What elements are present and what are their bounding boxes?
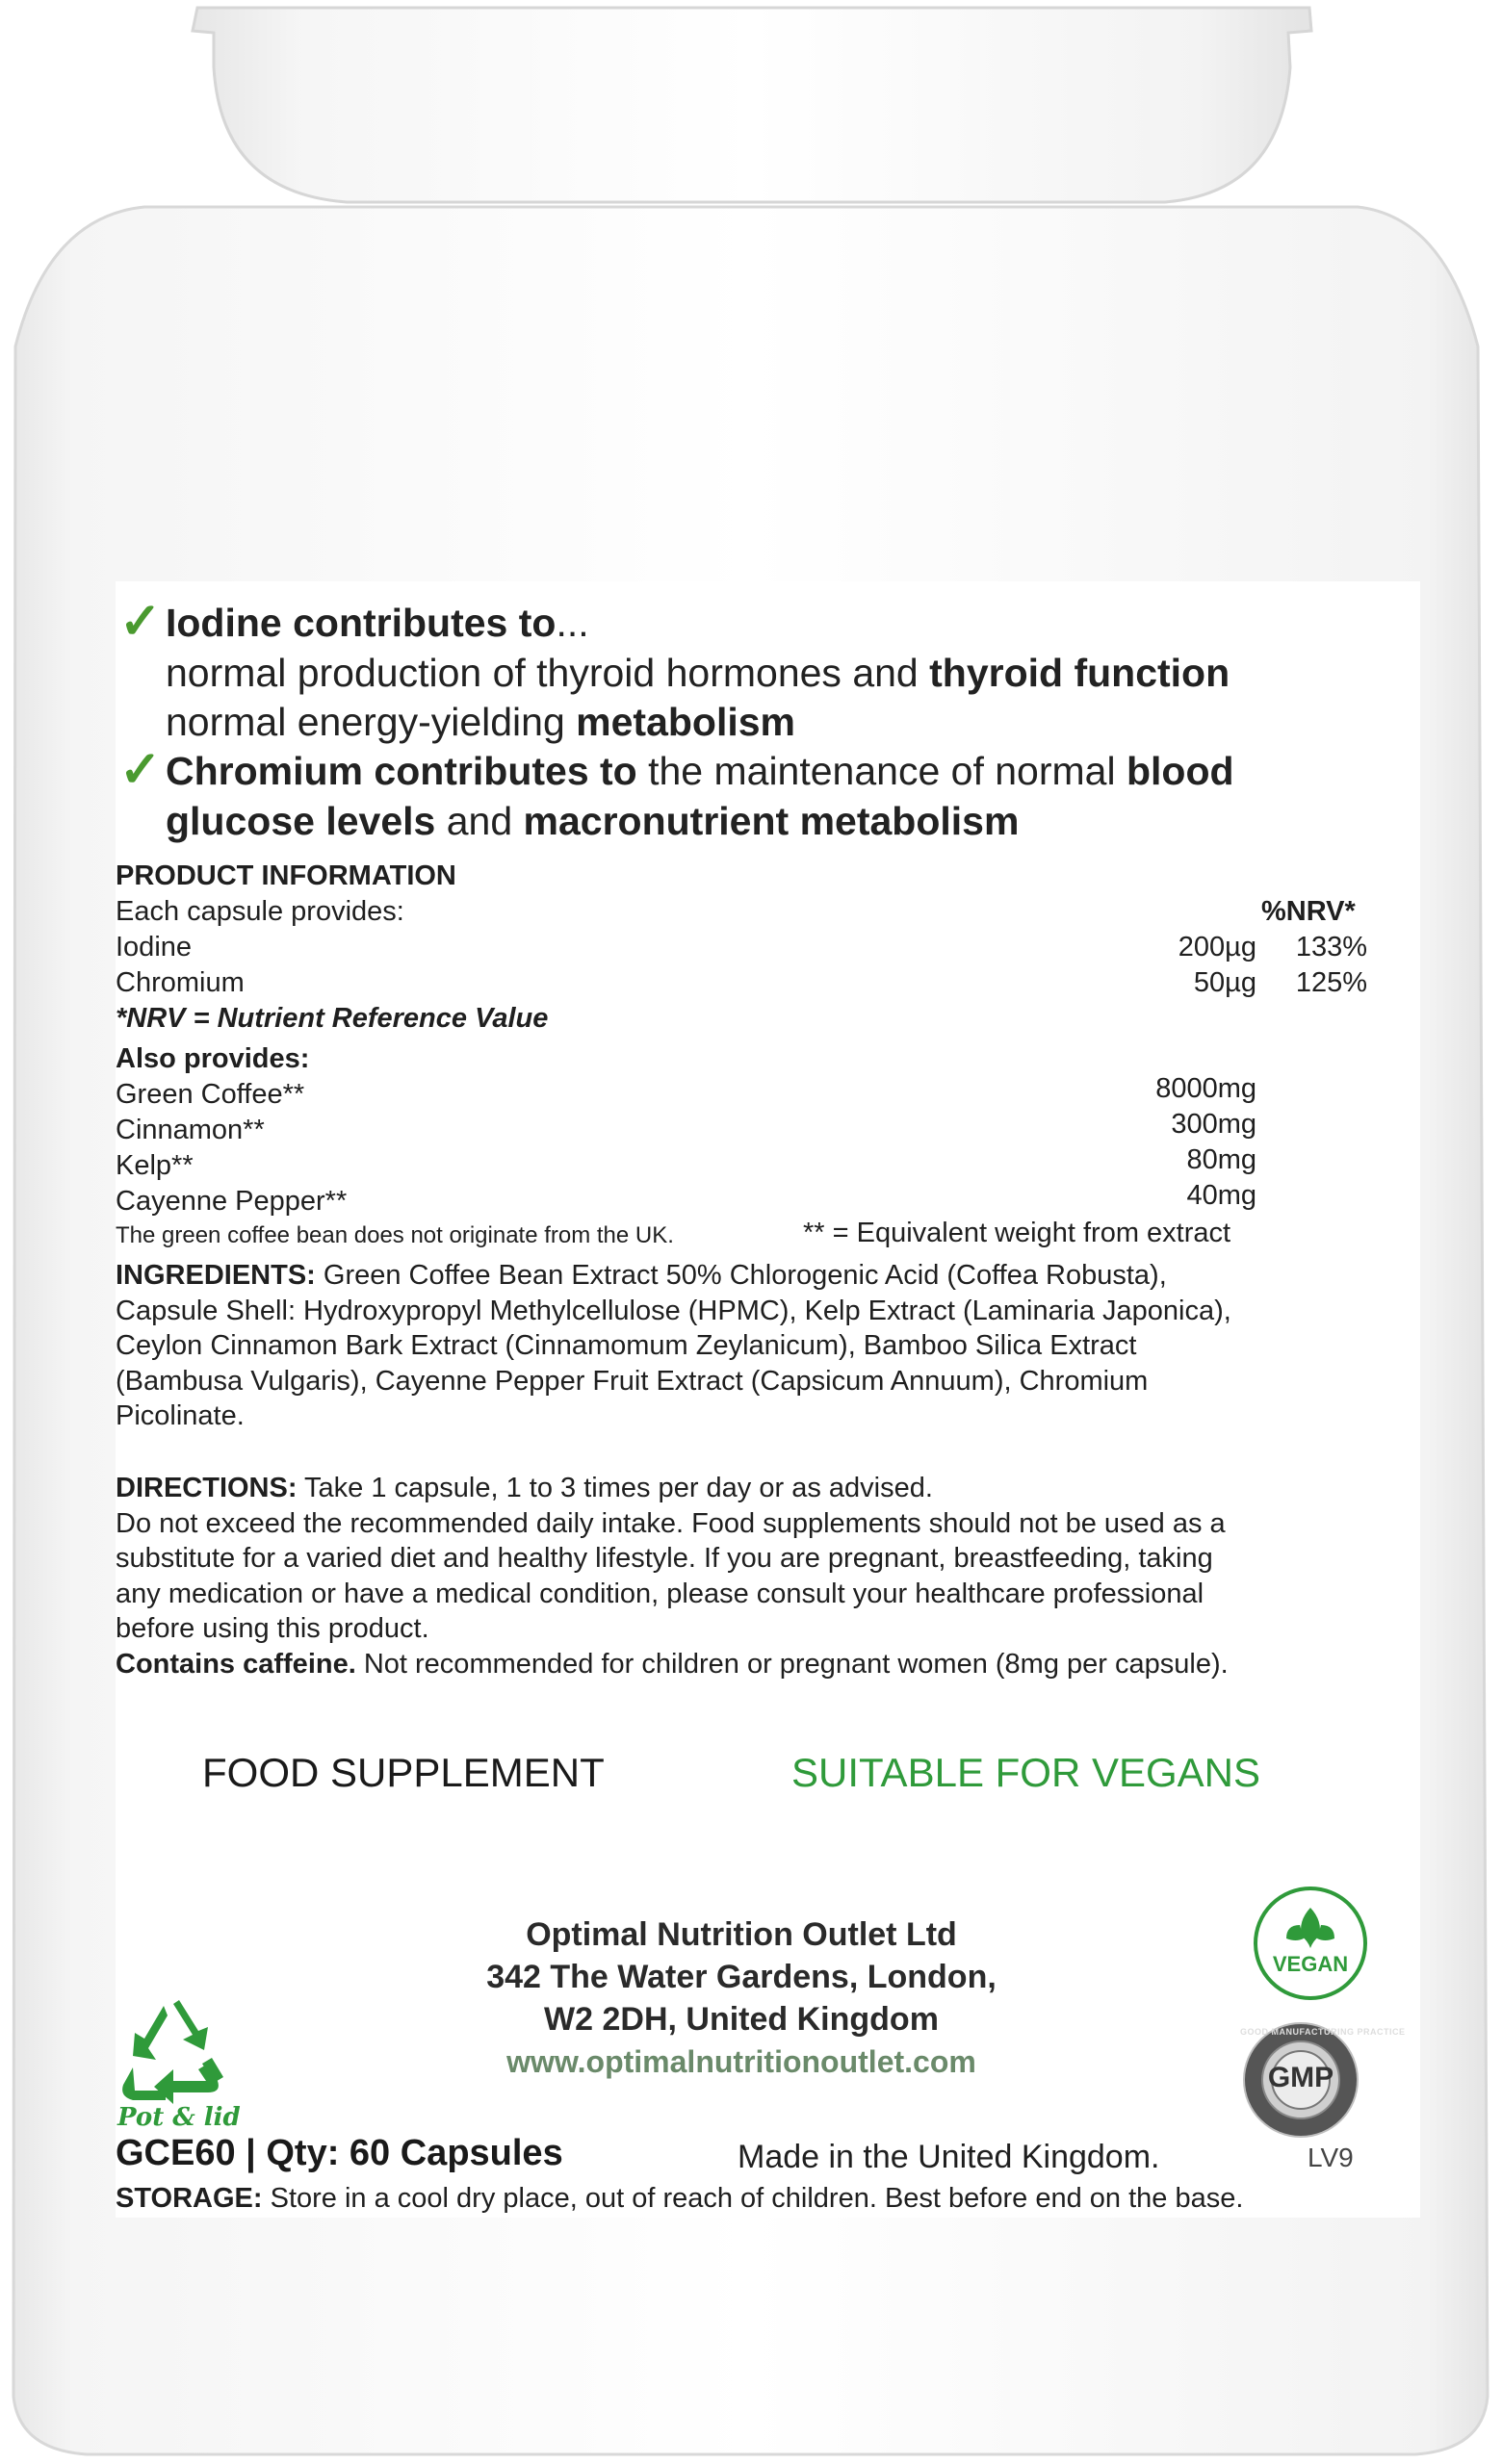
company-website[interactable]: www.optimalnutritionoutlet.com xyxy=(506,2044,976,2079)
nrv-note: *NRV = Nutrient Reference Value xyxy=(116,1003,549,1034)
ingredients-block: INGREDIENTS: Green Coffee Bean Extract 50% Chlorogenic Acid (Coffea Robusta), Capsule Shell: Hydroxypropyl Methylcellulose (HPMC), Kelp Extract (Laminaria Japonica), Ceylon Cinnamon Bark Extract (Cinnamomum Zeylanicum), Bamboo Silica Extract (Bambusa Vulgaris), Cayenne Pepper Fruit Extract (Capsicum Annuum), Chromium Picolinate. xyxy=(116,1260,1231,1431)
extra-name: Cayenne Pepper** xyxy=(116,1186,348,1217)
storage-instructions: STORAGE: Store in a cool dry place, out of reach of children. Best before end on the base. xyxy=(116,2183,1244,2214)
gmp-ring-text: GOOD MANUFACTURING PRACTICE xyxy=(1240,2027,1406,2037)
equivalent-note: ** = Equivalent weight from extract xyxy=(803,1218,1231,1248)
extra-amount: 8000mg xyxy=(1155,1073,1256,1104)
product-info-heading: PRODUCT INFORMATION xyxy=(116,860,456,891)
company-address-line1: 342 The Water Gardens, London, xyxy=(486,1959,997,1995)
iodine-claim-line1: normal production of thyroid hormones and thyroid function xyxy=(166,651,1230,695)
extra-name: Cinnamon** xyxy=(116,1115,265,1145)
vegan-badge-text: VEGAN xyxy=(1272,1952,1349,1976)
gmp-badge-text: GMP xyxy=(1267,2062,1334,2093)
gmp-badge xyxy=(1240,2019,1406,2141)
product-code-quantity: GCE60 | Qty: 60 Capsules xyxy=(116,2133,563,2173)
caffeine-warning: Contains caffeine. xyxy=(116,1648,356,1680)
nutrient-name: Chromium xyxy=(116,967,245,998)
nutrient-amount: 200µg xyxy=(1178,932,1256,962)
nutrient-nrv: 125% xyxy=(1295,967,1367,998)
nutrient-amount: 50µg xyxy=(1193,967,1256,998)
extra-amount: 40mg xyxy=(1186,1180,1256,1211)
extra-amount: 80mg xyxy=(1186,1144,1256,1175)
directions-block: DIRECTIONS: Take 1 capsule, 1 to 3 times per day or as advised. Do not exceed the recommended daily intake. Food supplements should not be used as a substitute for a varied diet and healthy lifestyle. If you are pregnant, breastfeeding, taking any medication or have a medical condition, please consult your healthcare professional before using this product. Contains caffeine. Not recommended for children or pregnant women (8mg per capsule). xyxy=(116,1473,1229,1680)
company-name: Optimal Nutrition Outlet Ltd xyxy=(526,1916,957,1953)
vegan-badge xyxy=(1254,1886,1367,2000)
origin-note: The green coffee bean does not originate from the UK. xyxy=(116,1222,674,1248)
extra-name: Green Coffee** xyxy=(116,1079,305,1110)
nrv-header: %NRV* xyxy=(1261,896,1356,927)
food-supplement-label: FOOD SUPPLEMENT xyxy=(202,1750,605,1795)
leaf-icon xyxy=(1257,1898,1363,1956)
recycle-caption: Pot & lid xyxy=(117,2103,241,2132)
chromium-claim-line2: glucose levels and macronutrient metabolism xyxy=(166,799,1020,843)
checkmark-icon: ✓ xyxy=(119,742,162,798)
made-in-label: Made in the United Kingdom. xyxy=(738,2139,1160,2175)
suitable-for-vegans-label: SUITABLE FOR VEGANS xyxy=(791,1750,1260,1795)
iodine-claim-line2: normal energy-yielding metabolism xyxy=(166,700,795,744)
each-capsule-label: Each capsule provides: xyxy=(116,896,404,927)
also-provides-heading: Also provides: xyxy=(116,1043,310,1074)
extra-amount: 300mg xyxy=(1171,1109,1256,1140)
nutrient-nrv: 133% xyxy=(1295,932,1367,962)
ingredients-label: INGREDIENTS: xyxy=(116,1260,316,1291)
iodine-claim-heading: Iodine contributes to... xyxy=(166,601,589,645)
company-address-line2: W2 2DH, United Kingdom xyxy=(544,2001,939,2038)
label-version: LV9 xyxy=(1308,2143,1354,2172)
directions-label: DIRECTIONS: xyxy=(116,1473,298,1503)
chromium-claim-line1: Chromium contributes to the maintenance of normal blood xyxy=(166,749,1234,793)
nutrient-name: Iodine xyxy=(116,932,193,962)
extra-name: Kelp** xyxy=(116,1150,194,1181)
checkmark-icon: ✓ xyxy=(119,594,162,650)
recycle-icon xyxy=(116,2000,231,2108)
